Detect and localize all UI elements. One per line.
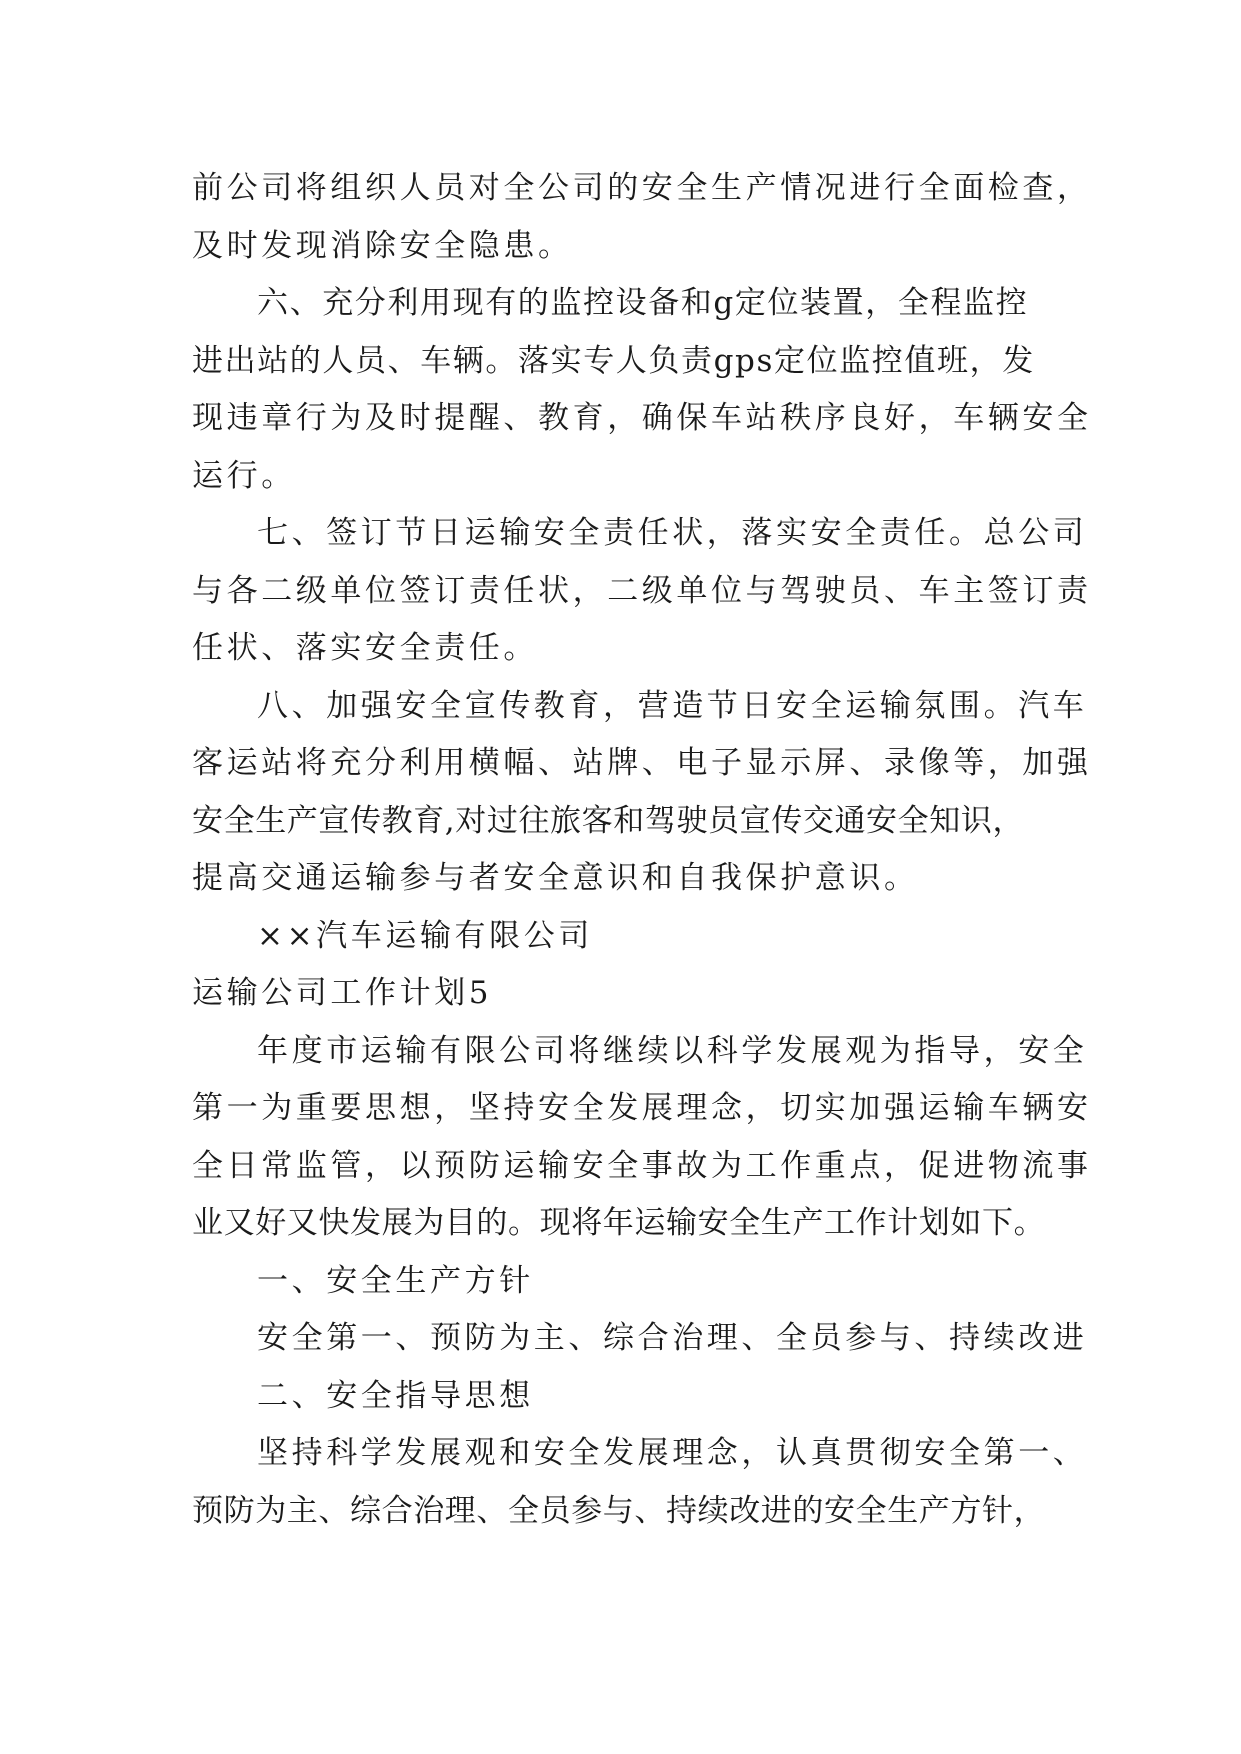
body-line-2: 及时发现消除安全隐患。	[192, 227, 573, 264]
body-line-3: 六、充分利用现有的监控设备和g定位装置，全程监控	[257, 285, 1029, 321]
body-line-7: 七、签订节日运输安全责任状，落实安全责任。总公司	[257, 515, 1088, 551]
company-signature: ××汽车运输有限公司	[257, 917, 593, 954]
body-line-17: 第一为重要思想，坚持安全发展理念，切实加强运输车辆安	[192, 1090, 1092, 1126]
body-line-10: 八、加强安全宣传教育，营造节日安全运输氛围。汽车	[257, 687, 1088, 724]
subheading-1: 一、安全生产方针	[257, 1262, 534, 1299]
body-line-11: 客运站将充分利用横幅、站牌、电子显示屏、录像等，加强	[192, 745, 1092, 781]
body-line-21: 安全第一、预防为主、综合治理、全员参与、持续改进	[257, 1320, 1088, 1356]
section-heading: 运输公司工作计划5	[192, 975, 493, 1011]
body-line-19: 业又好又快发展为目的。现将年运输安全生产工作计划如下。	[192, 1205, 1046, 1241]
body-line-18: 全日常监管，以预防运输安全事故为工作重点，促进物流事	[192, 1147, 1092, 1184]
body-line-13: 提高交通运输参与者安全意识和自我保护意识。	[192, 860, 919, 896]
body-line-16: 年度市运输有限公司将继续以科学发展观为指导，安全	[257, 1032, 1088, 1069]
body-line-9: 任状、落实安全责任。	[192, 630, 538, 666]
body-line-8: 与各二级单位签订责任状，二级单位与驾驶员、车主签订责	[192, 572, 1092, 609]
body-line-23: 坚持科学发展观和安全发展理念，认真贯彻安全第一、	[257, 1435, 1088, 1471]
body-line-5: 现违章行为及时提醒、教育，确保车站秩序良好，车辆安全	[192, 400, 1092, 436]
body-line-12: 安全生产宣传教育,对过往旅客和驾驶员宣传交通安全知识，	[192, 802, 1025, 839]
body-line-6: 运行。	[192, 457, 296, 494]
document-body	[192, 160, 1092, 1540]
subheading-2: 二、安全指导思想	[257, 1377, 534, 1414]
body-line-24: 预防为主、综合治理、全员参与、持续改进的安全生产方针，	[192, 1492, 1046, 1529]
body-line-1: 前公司将组织人员对全公司的安全生产情况进行全面检查，	[192, 170, 1092, 206]
body-line-4: 进出站的人员、车辆。落实专人负责gps定位监控值班，发	[192, 342, 1035, 379]
